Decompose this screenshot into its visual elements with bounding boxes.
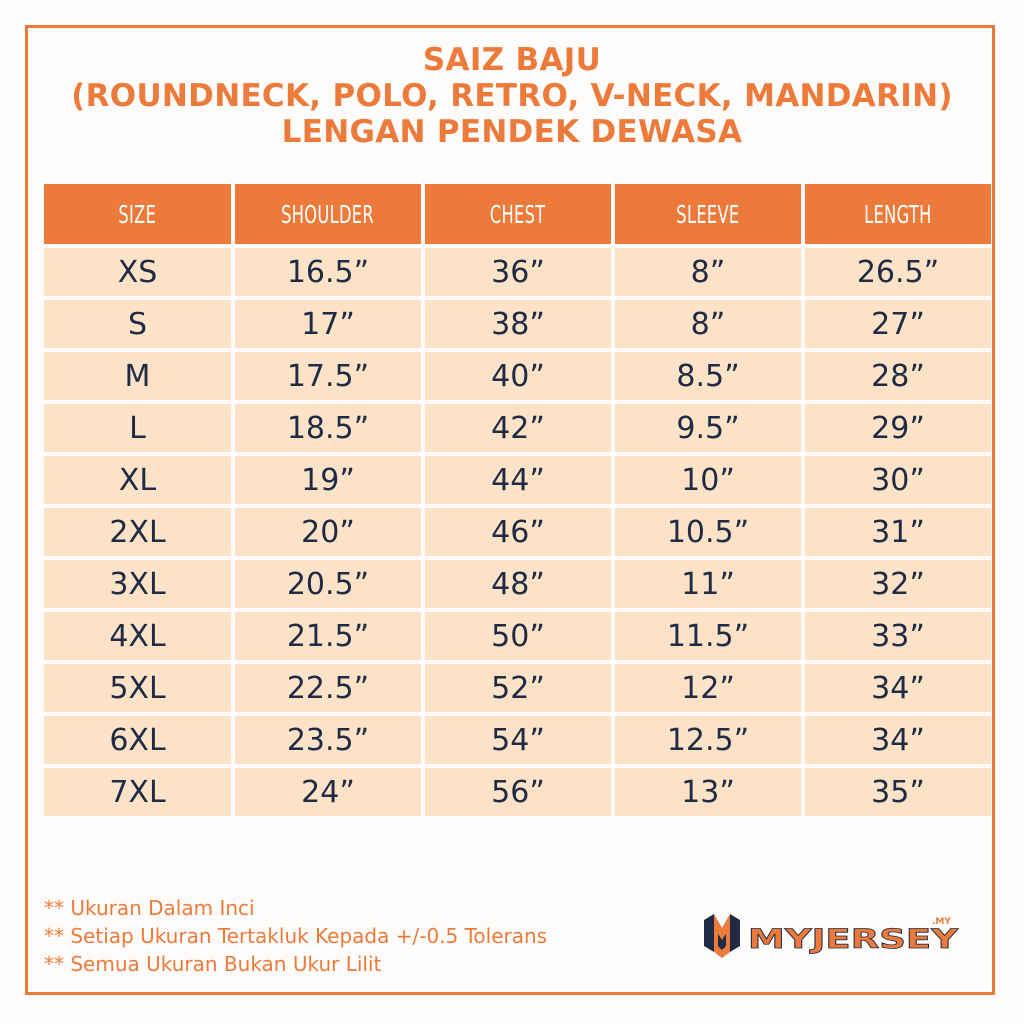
- cell-size: XS: [44, 248, 231, 296]
- header-length: LENGTH: [805, 184, 991, 244]
- cell-length: 28”: [805, 352, 991, 400]
- cell-sleeve: 9.5”: [615, 404, 801, 452]
- cell-sleeve: 10”: [615, 456, 801, 504]
- cell-shoulder: 19”: [235, 456, 421, 504]
- cell-chest: 48”: [425, 560, 611, 608]
- cell-size: L: [44, 404, 231, 452]
- cell-length: 35”: [805, 768, 991, 816]
- cell-chest: 50”: [425, 612, 611, 660]
- logo-wordmark: MYJERSEY: [748, 924, 959, 955]
- cell-sleeve: 8”: [615, 300, 801, 348]
- title-line-3: LENGAN PENDEK DEWASA: [281, 114, 743, 150]
- table-row: [44, 456, 991, 504]
- cell-length: 31”: [805, 508, 991, 556]
- cell-length: 32”: [805, 560, 991, 608]
- note-2: ** Setiap Ukuran Tertakluk Kepada +/-0.5 Tolerans: [44, 924, 548, 948]
- cell-chest: 42”: [425, 404, 611, 452]
- cell-size: 4XL: [44, 612, 231, 660]
- note-3: ** Semua Ukuran Bukan Ukur Lilit: [44, 952, 382, 976]
- cell-length: 34”: [805, 716, 991, 764]
- table-row: [44, 612, 991, 660]
- header-shoulder: SHOULDER: [235, 184, 421, 244]
- table-row: [44, 768, 991, 816]
- cell-sleeve: 12”: [615, 664, 801, 712]
- title-line-1: SAIZ BAJU: [422, 42, 602, 78]
- header-size: SIZE: [44, 184, 231, 244]
- footnotes: [44, 894, 547, 978]
- logo-superscript: .MY: [932, 917, 951, 927]
- cell-sleeve: 12.5”: [615, 716, 801, 764]
- table-row: [44, 300, 991, 348]
- cell-size: 5XL: [44, 664, 231, 712]
- cell-chest: 54”: [425, 716, 611, 764]
- size-chart-table: [40, 180, 995, 820]
- cell-shoulder: 16.5”: [235, 248, 421, 296]
- cell-size: 7XL: [44, 768, 231, 816]
- table-row: [44, 352, 991, 400]
- cell-shoulder: 17.5”: [235, 352, 421, 400]
- cell-shoulder: 20”: [235, 508, 421, 556]
- cell-length: 29”: [805, 404, 991, 452]
- table-row: [44, 716, 991, 764]
- cell-shoulder: 21.5”: [235, 612, 421, 660]
- table-row: [44, 508, 991, 556]
- cell-sleeve: 8”: [615, 248, 801, 296]
- table-row: [44, 404, 991, 452]
- cell-shoulder: 22.5”: [235, 664, 421, 712]
- cell-length: 30”: [805, 456, 991, 504]
- cell-length: 27”: [805, 300, 991, 348]
- cell-sleeve: 13”: [615, 768, 801, 816]
- cell-length: 33”: [805, 612, 991, 660]
- table-header-row: [44, 184, 991, 244]
- cell-shoulder: 23.5”: [235, 716, 421, 764]
- table-row: [44, 248, 991, 296]
- cell-chest: 40”: [425, 352, 611, 400]
- cell-length: 34”: [805, 664, 991, 712]
- myjersey-logo: [702, 912, 967, 962]
- cell-sleeve: 11”: [615, 560, 801, 608]
- cell-chest: 38”: [425, 300, 611, 348]
- cell-sleeve: 8.5”: [615, 352, 801, 400]
- cell-shoulder: 18.5”: [235, 404, 421, 452]
- cell-shoulder: 17”: [235, 300, 421, 348]
- cell-size: 2XL: [44, 508, 231, 556]
- cell-size: S: [44, 300, 231, 348]
- note-1: ** Ukuran Dalam Inci: [44, 896, 255, 920]
- cell-shoulder: 20.5”: [235, 560, 421, 608]
- cell-length: 26.5”: [805, 248, 991, 296]
- header-sleeve: SLEEVE: [615, 184, 801, 244]
- cell-sleeve: 10.5”: [615, 508, 801, 556]
- cell-size: 3XL: [44, 560, 231, 608]
- page-title: [0, 42, 1024, 150]
- cell-chest: 36”: [425, 248, 611, 296]
- cell-chest: 44”: [425, 456, 611, 504]
- cell-size: M: [44, 352, 231, 400]
- cell-size: XL: [44, 456, 231, 504]
- cell-chest: 52”: [425, 664, 611, 712]
- table-body: [44, 248, 991, 816]
- header-chest: CHEST: [425, 184, 611, 244]
- title-line-2: (ROUNDNECK, POLO, RETRO, V-NECK, MANDARIN): [71, 78, 953, 114]
- cell-shoulder: 24”: [235, 768, 421, 816]
- cell-chest: 56”: [425, 768, 611, 816]
- myjersey-m-logo-icon: [704, 914, 740, 958]
- table-row: [44, 560, 991, 608]
- cell-chest: 46”: [425, 508, 611, 556]
- table-row: [44, 664, 991, 712]
- cell-size: 6XL: [44, 716, 231, 764]
- cell-sleeve: 11.5”: [615, 612, 801, 660]
